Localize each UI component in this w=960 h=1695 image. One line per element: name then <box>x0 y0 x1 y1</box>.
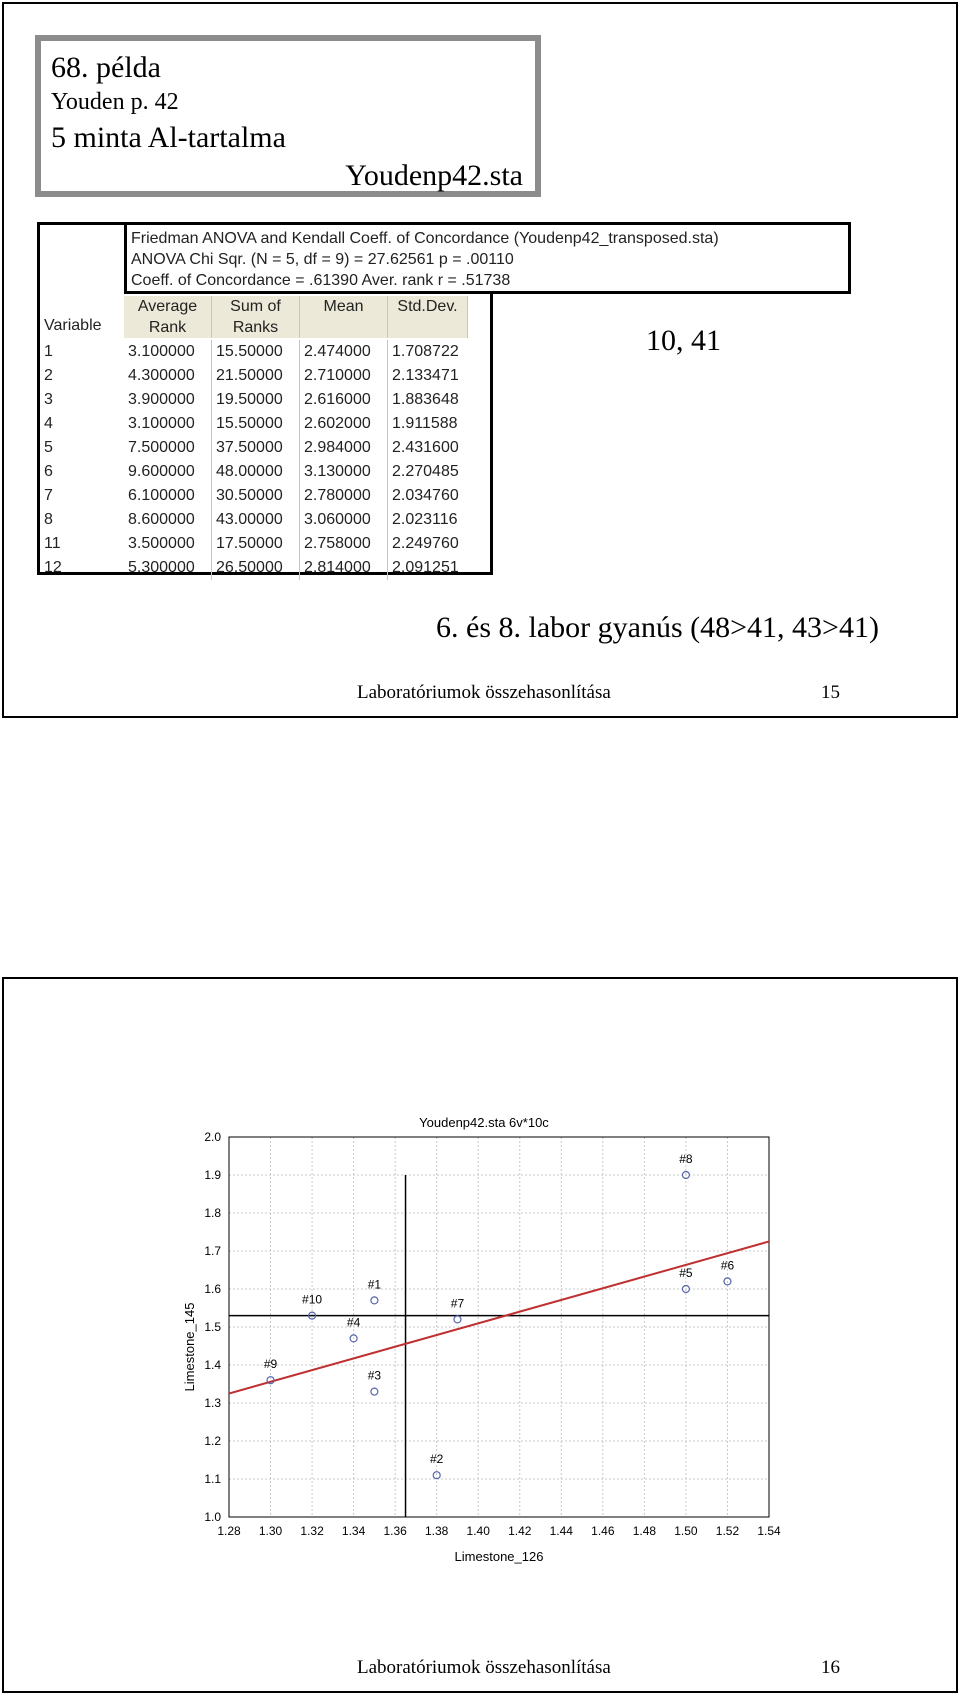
table-cell-sum-ranks: 15.50000 <box>212 412 300 436</box>
point-label: #2 <box>430 1452 444 1467</box>
row-variable-label: 6 <box>44 463 53 480</box>
point-label: #10 <box>302 1292 323 1307</box>
column-header-mean <box>300 296 388 338</box>
table-cell-std: 1.911588 <box>392 415 458 432</box>
column-header-line: Average <box>137 298 198 315</box>
x-tick-label: 1.48 <box>632 1524 657 1538</box>
row-variable-label: 2 <box>44 367 53 384</box>
point-label: #7 <box>450 1296 465 1311</box>
table-cell-sum-ranks: 19.50000 <box>212 388 300 412</box>
conclusion-annotation: 6. és 8. labor gyanús (48>41, 43>41) <box>436 611 879 644</box>
column-header-line: Mean <box>323 298 364 315</box>
table-row <box>40 364 490 388</box>
table-cell-mean: 3.130000 <box>300 460 388 484</box>
friedman-info-box <box>124 222 851 294</box>
table-cell-sum-ranks: 26.50000 <box>212 556 300 580</box>
limit-values-annotation: 10, 41 <box>646 324 721 357</box>
info-line: Friedman ANOVA and Kendall Coeff. of Concordance (Youdenp42_transposed.sta) <box>131 230 719 247</box>
table-cell-sum-ranks: 21.50000 <box>212 364 300 388</box>
table-cell-avg-rank: 3.100000 <box>124 340 212 364</box>
slide-footer: Laboratóriumok összehasonlítása <box>357 682 611 703</box>
x-tick-label: 1.42 <box>508 1524 532 1538</box>
column-header-line: Sum of <box>230 298 281 315</box>
table-cell-avg-rank: 9.600000 <box>124 460 212 484</box>
y-tick-label: 1.9 <box>204 1168 221 1182</box>
column-header-line: Rank <box>148 319 187 336</box>
y-tick-label: 1.5 <box>204 1320 221 1334</box>
table-row <box>40 460 490 484</box>
y-tick-label: 2.0 <box>204 1130 221 1144</box>
row-variable-label: 8 <box>44 511 53 528</box>
table-cell-avg-rank: 3.500000 <box>124 532 212 556</box>
info-line: Coeff. of Concordance = .61390 Aver. rank r = .51738 <box>131 272 511 289</box>
table-cell-avg-rank: 3.100000 <box>124 412 212 436</box>
y-tick-label: 1.6 <box>204 1282 221 1296</box>
row-variable-label: 1 <box>44 343 53 360</box>
table-cell-avg-rank: 4.300000 <box>124 364 212 388</box>
table-cell-std: 1.708722 <box>392 343 459 360</box>
youden-scatter-plot <box>4 979 956 1619</box>
column-header-line: Ranks <box>232 319 279 336</box>
table-cell-mean: 2.602000 <box>300 412 388 436</box>
title-reference: Youden p. 42 <box>51 89 179 115</box>
table-cell-mean: 2.780000 <box>300 484 388 508</box>
title-example-number: 68. példa <box>51 51 161 84</box>
y-tick-label: 1.3 <box>204 1396 221 1410</box>
x-tick-label: 1.50 <box>674 1524 698 1538</box>
y-tick-label: 1.2 <box>204 1434 221 1448</box>
row-variable-label: 3 <box>44 391 53 408</box>
slide-16 <box>2 977 958 1693</box>
x-tick-label: 1.52 <box>715 1524 740 1538</box>
table-row <box>40 556 490 580</box>
y-tick-label: 1.8 <box>204 1206 221 1220</box>
title-subject: 5 minta Al-tartalma <box>51 121 286 154</box>
y-axis-label: Limestone_145 <box>182 1302 197 1392</box>
table-cell-avg-rank: 6.100000 <box>124 484 212 508</box>
point-label: #1 <box>367 1277 382 1292</box>
table-cell-mean: 3.060000 <box>300 508 388 532</box>
y-tick-label: 1.1 <box>204 1472 221 1486</box>
title-box <box>35 35 541 197</box>
page-number: 15 <box>821 682 840 703</box>
point-label: #3 <box>367 1368 382 1383</box>
table-cell-mean: 2.758000 <box>300 532 388 556</box>
table-cell-mean: 2.616000 <box>300 388 388 412</box>
row-variable-label: 4 <box>44 415 53 432</box>
table-row <box>40 388 490 412</box>
table-row <box>40 412 490 436</box>
table-cell-mean: 2.474000 <box>300 340 388 364</box>
table-cell-std: 2.249760 <box>392 535 459 552</box>
column-header-line: Std.Dev. <box>397 298 458 315</box>
x-axis-label: Limestone_126 <box>454 1549 544 1564</box>
table-cell-sum-ranks: 43.00000 <box>212 508 300 532</box>
y-tick-label: 1.4 <box>204 1358 221 1372</box>
y-tick-label: 1.0 <box>204 1510 221 1524</box>
table-cell-std: 2.023116 <box>392 511 458 528</box>
point-label: #6 <box>720 1258 735 1273</box>
table-cell-sum-ranks: 37.50000 <box>212 436 300 460</box>
point-label: #4 <box>346 1315 361 1330</box>
x-tick-label: 1.40 <box>466 1524 490 1538</box>
table-row <box>40 508 490 532</box>
x-tick-label: 1.38 <box>425 1524 449 1538</box>
table-row <box>40 484 490 508</box>
table-cell-avg-rank: 5.300000 <box>124 556 212 580</box>
column-header-std-dev <box>388 296 468 338</box>
page-number: 16 <box>821 1657 840 1678</box>
table-row <box>40 532 490 556</box>
table-cell-avg-rank: 8.600000 <box>124 508 212 532</box>
table-cell-mean: 2.710000 <box>300 364 388 388</box>
table-cell-avg-rank: 3.900000 <box>124 388 212 412</box>
row-variable-label: 12 <box>44 559 62 576</box>
table-cell-std: 2.034760 <box>392 487 459 504</box>
chart-title: Youdenp42.sta 6v*10c <box>419 1115 549 1130</box>
table-cell-mean: 2.814000 <box>300 556 388 580</box>
row-variable-label: 7 <box>44 487 53 504</box>
slide-footer: Laboratóriumok összehasonlítása <box>357 1657 611 1678</box>
table-cell-std: 2.431600 <box>392 439 459 456</box>
x-tick-label: 1.46 <box>591 1524 615 1538</box>
title-filename: Youdenp42.sta <box>345 159 523 192</box>
table-cell-mean: 2.984000 <box>300 436 388 460</box>
x-tick-label: 1.54 <box>757 1524 781 1538</box>
table-row <box>40 340 490 364</box>
variable-header: Variable <box>44 317 102 334</box>
table-cell-std: 2.270485 <box>392 463 459 480</box>
x-tick-label: 1.44 <box>549 1524 573 1538</box>
table-cell-sum-ranks: 15.50000 <box>212 340 300 364</box>
table-cell-std: 1.883648 <box>392 391 459 408</box>
table-cell-std: 2.091251 <box>392 559 459 576</box>
x-tick-label: 1.36 <box>383 1524 407 1538</box>
y-tick-label: 1.7 <box>204 1244 221 1258</box>
x-tick-label: 1.32 <box>300 1524 324 1538</box>
row-variable-label: 5 <box>44 439 53 456</box>
table-cell-avg-rank: 7.500000 <box>124 436 212 460</box>
slide-15 <box>2 2 958 718</box>
table-cell-std: 2.133471 <box>392 367 459 384</box>
column-header-average-rank <box>124 296 212 338</box>
point-label: #5 <box>679 1266 693 1280</box>
x-tick-label: 1.28 <box>217 1524 241 1538</box>
table-row <box>40 436 490 460</box>
column-header-sum-of-ranks <box>212 296 300 338</box>
x-tick-label: 1.34 <box>341 1524 366 1538</box>
info-line: ANOVA Chi Sqr. (N = 5, df = 9) = 27.62561 p = .00110 <box>131 251 514 268</box>
point-label: #9 <box>263 1357 278 1372</box>
x-tick-label: 1.30 <box>258 1524 283 1538</box>
point-label: #8 <box>679 1152 693 1166</box>
table-cell-sum-ranks: 30.50000 <box>212 484 300 508</box>
table-cell-sum-ranks: 48.00000 <box>212 460 300 484</box>
row-variable-label: 11 <box>44 535 61 552</box>
table-cell-sum-ranks: 17.50000 <box>212 532 300 556</box>
